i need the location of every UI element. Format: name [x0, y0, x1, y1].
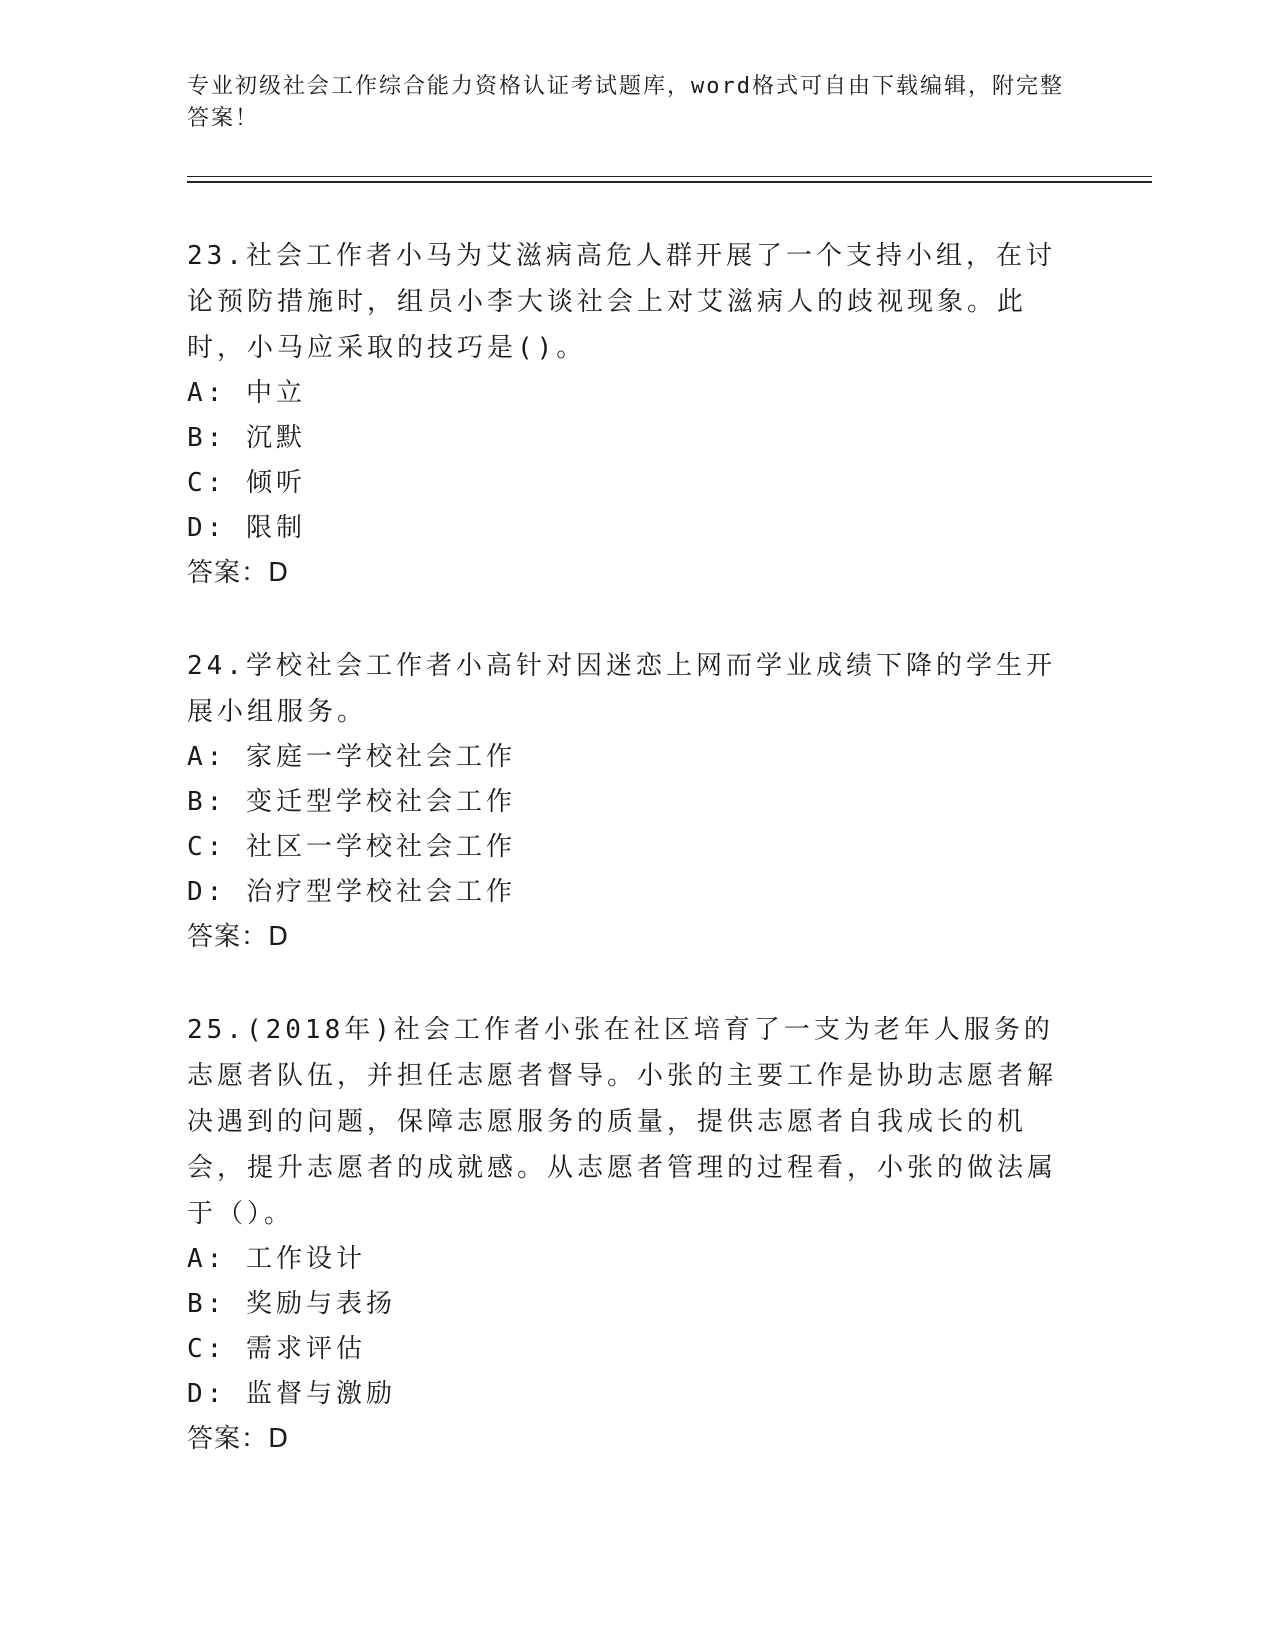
option-c: C: 需求评估	[187, 1334, 366, 1364]
option-b: B: 沉默	[187, 423, 306, 453]
question-stem: 25.(2018年)社会工作者小张在社区培育了一支为老年人服务的志愿者队伍，并担任志愿者督导。小张的主要工作是协助志愿者解决遇到的问题，保障志愿服务的质量，提供志愿者自我成长的机会，提升志愿者的成就感。从志愿者管理的过程看，小张的做法属于（）。	[187, 1015, 1058, 1229]
option-c: C: 社区一学校社会工作	[187, 832, 516, 862]
answer: 答案：D	[187, 1424, 290, 1454]
answer: 答案：D	[187, 922, 290, 952]
option-c: C: 倾听	[187, 468, 306, 498]
question-stem: 23.社会工作者小马为艾滋病高危人群开展了一个支持小组，在讨论预防措施时，组员小李大谈社会上对艾滋病人的歧视现象。此时，小马应采取的技巧是()。	[187, 241, 1056, 363]
option-b: B: 奖励与表扬	[187, 1289, 396, 1319]
answer: 答案：D	[187, 558, 290, 588]
question-24	[187, 643, 1067, 960]
question-23	[187, 233, 1067, 596]
option-d: D: 限制	[187, 513, 306, 543]
header-divider-bottom	[187, 181, 1152, 183]
option-d: D: 治疗型学校社会工作	[187, 877, 516, 907]
document-header: 专业初级社会工作综合能力资格认证考试题库，word格式可自由下载编辑，附完整答案！	[187, 74, 1064, 131]
option-a: A: 工作设计	[187, 1244, 366, 1274]
header-divider-top	[187, 176, 1152, 177]
option-a: A: 家庭一学校社会工作	[187, 742, 516, 772]
option-a: A: 中立	[187, 378, 306, 408]
question-25	[187, 1007, 1067, 1462]
question-stem: 24.学校社会工作者小高针对因迷恋上网而学业成绩下降的学生开展小组服务。	[187, 651, 1056, 727]
option-d: D: 监督与激励	[187, 1379, 396, 1409]
option-b: B: 变迁型学校社会工作	[187, 787, 516, 817]
